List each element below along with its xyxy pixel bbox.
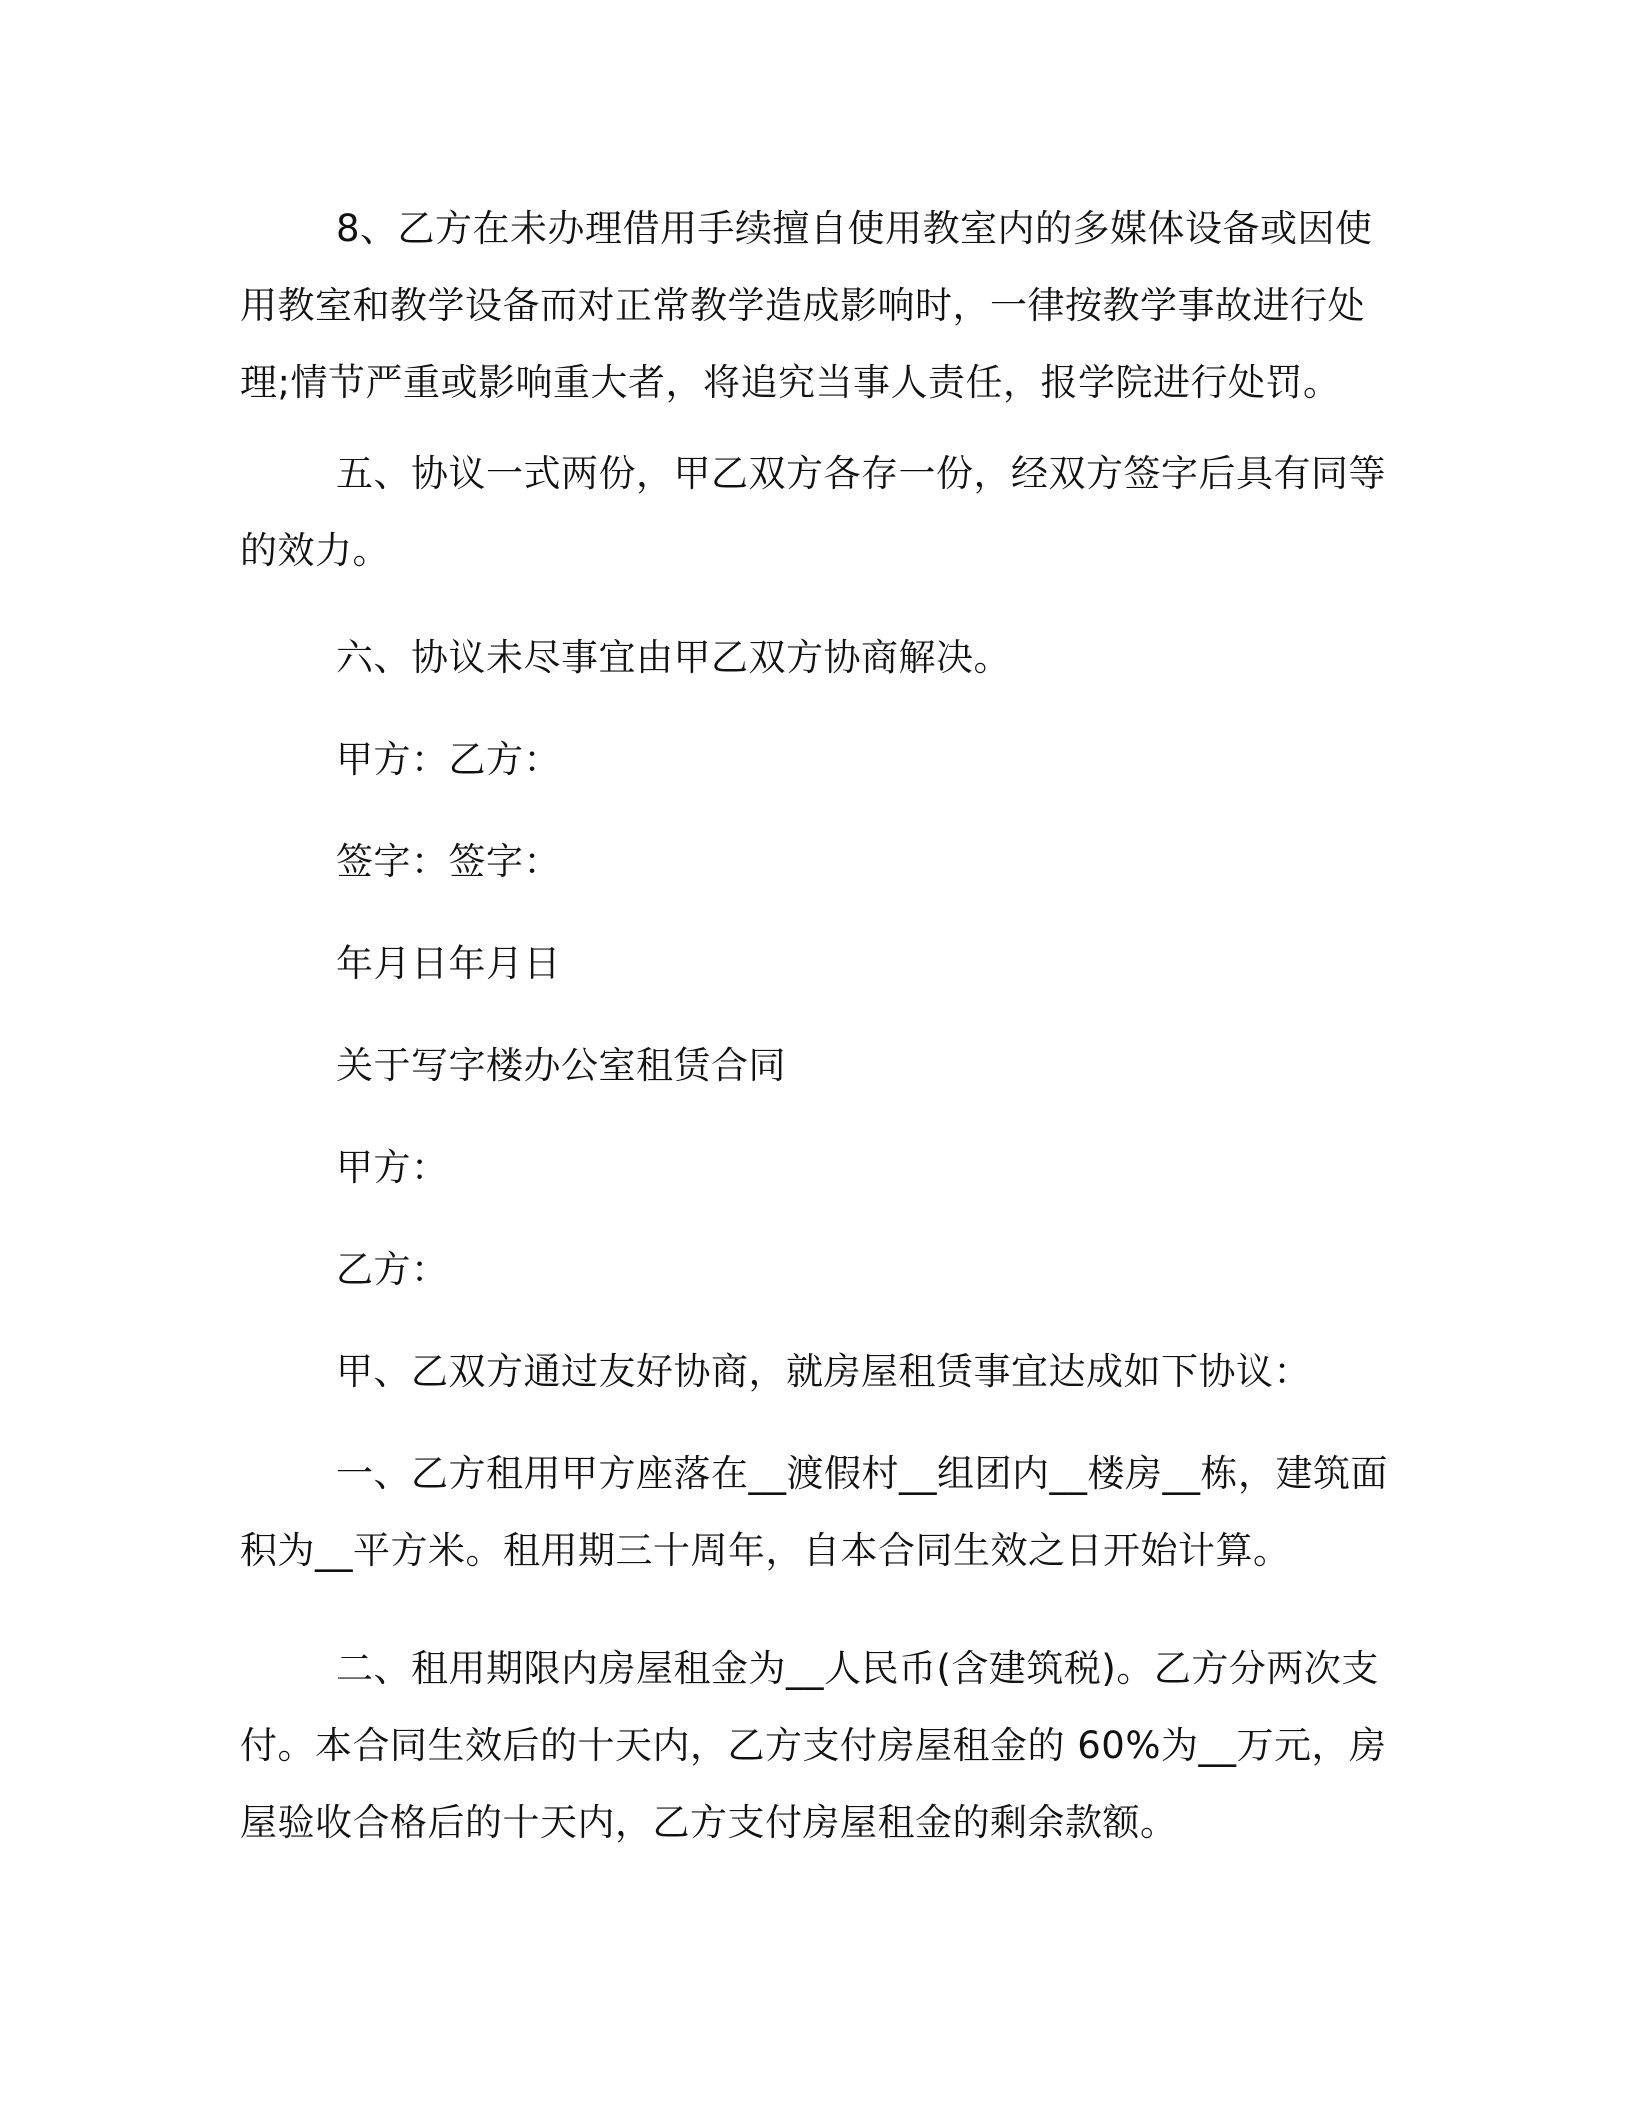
- paragraph-text: 六、协议未尽事宜由甲乙双方协商解决。: [336, 636, 1011, 679]
- signature-line: [240, 837, 1392, 887]
- clause-8-paragraph: [240, 190, 1392, 421]
- party-a-line: [240, 1143, 1392, 1193]
- paragraph-text: 甲、乙双方通过友好协商，就房屋租赁事宜达成如下协议：: [336, 1350, 1311, 1393]
- agreement-intro: [240, 1347, 1392, 1397]
- clause-two-paragraph: [240, 1630, 1392, 1861]
- contract-title: [240, 1041, 1392, 1091]
- paragraph-text: 甲方：: [336, 1146, 449, 1189]
- date-line: [240, 939, 1392, 989]
- paragraph-text: 关于写字楼办公室租赁合同: [336, 1044, 786, 1087]
- clause-one-paragraph: [240, 1435, 1392, 1589]
- paragraph-text: 一、乙方租用甲方座落在__渡假村__组团内__楼房__栋，建筑面积为__平方米。租用期三十周年，自本合同生效之日开始计算。: [240, 1452, 1388, 1572]
- paragraph-text: 二、租用期限内房屋租金为__人民币(含建筑税)。乙方分两次支付。本合同生效后的十天内，乙方支付房屋租金的 60%为__万元，房屋验收合格后的十天内，乙方支付房屋租金的剩余款额。: [240, 1647, 1387, 1844]
- clause-six-paragraph: [240, 633, 1392, 683]
- parties-line: [240, 735, 1392, 785]
- paragraph-text: 乙方：: [336, 1248, 449, 1291]
- paragraph-text: 甲方：乙方：: [336, 738, 561, 781]
- paragraph-text: 五、协议一式两份，甲乙双方各存一份，经双方签字后具有同等的效力。: [240, 452, 1386, 572]
- paragraph-text: 8、乙方在未办理借用手续擅自使用教室内的多媒体设备或因使用教室和教学设备而对正常教学造成影响时，一律按教学事故进行处理;情节严重或影响重大者，将追究当事人责任，报学院进行处罚。: [240, 207, 1373, 404]
- party-b-line: [240, 1245, 1392, 1295]
- paragraph-text: 年月日年月日: [336, 942, 561, 985]
- paragraph-text: 签字：签字：: [336, 840, 561, 883]
- clause-five-paragraph: [240, 435, 1392, 589]
